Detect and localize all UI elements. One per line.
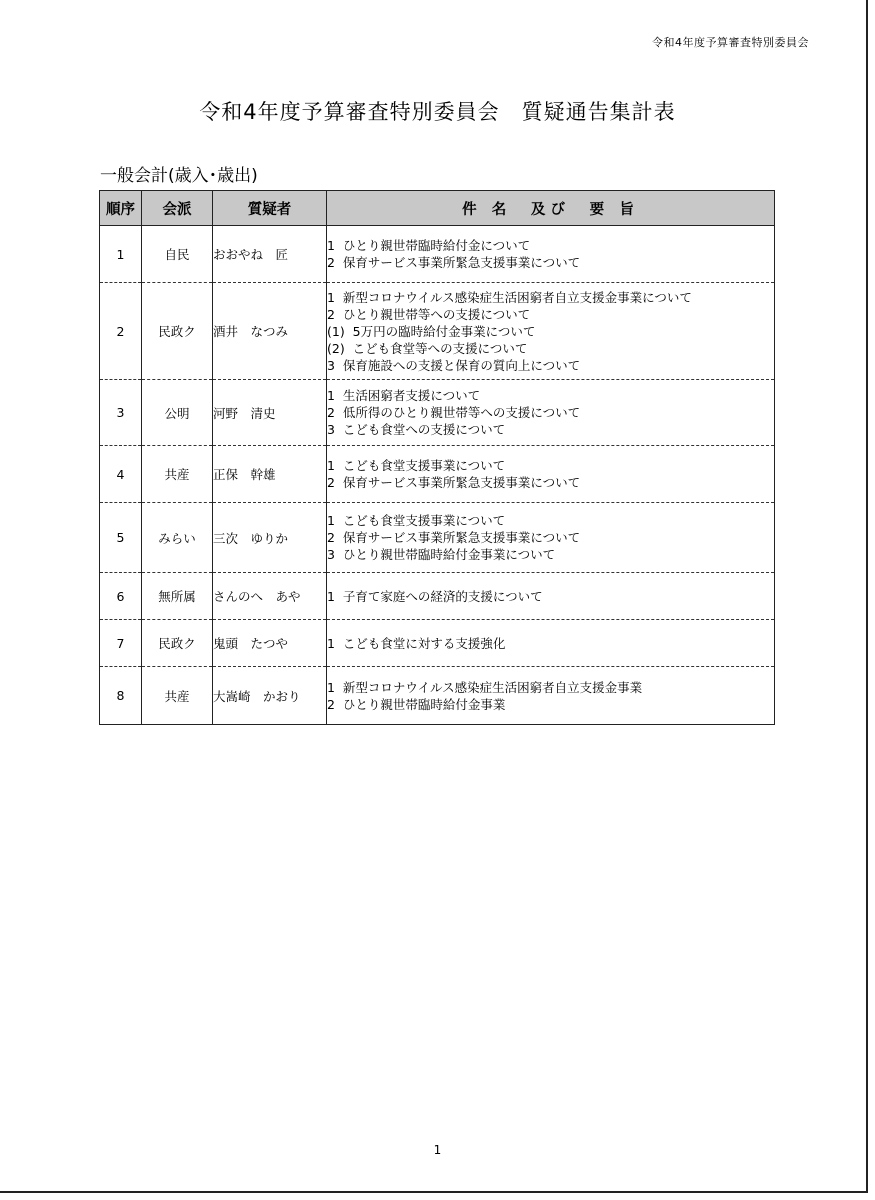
cell-member: 河野 清史 bbox=[213, 380, 327, 446]
topic-item: 1 新型コロナウイルス感染症生活困窮者自立支援金事業 bbox=[327, 679, 643, 695]
cell-topics bbox=[327, 283, 775, 380]
topic-item: 3 保育施設への支援と保育の質向上について bbox=[327, 357, 581, 373]
topic-item: 1 こども食堂支援事業について bbox=[327, 458, 506, 473]
topic-item: 1 こども食堂に対する支援強化 bbox=[327, 635, 506, 651]
cell-faction: 自民 bbox=[142, 226, 213, 283]
cell-member: 正保 幹雄 bbox=[213, 446, 327, 503]
cell-order: 6 bbox=[100, 573, 142, 620]
header-organization: 令和4年度予算審査特別委員会 bbox=[652, 36, 809, 49]
topic-item: 1 こども食堂支援事業について bbox=[327, 513, 506, 528]
topic-item: (2) こども食堂等への支援について bbox=[327, 340, 528, 356]
cell-faction: 民政ク bbox=[142, 620, 213, 667]
table-body bbox=[100, 226, 775, 725]
topic-item: 2 低所得のひとり親世帯等への支援について bbox=[327, 405, 581, 420]
section-title: 一般会計(歳入･歳出) bbox=[100, 166, 258, 186]
topic-item: 2 ひとり親世帯等への支援について bbox=[327, 306, 531, 322]
cell-member: 大嵩崎 かおり bbox=[213, 667, 327, 725]
cell-member: おおやね 匠 bbox=[213, 226, 327, 283]
table-row bbox=[100, 667, 775, 725]
topic-item: 2 保育サービス事業所緊急支援事業について bbox=[327, 475, 581, 490]
table-row bbox=[100, 446, 775, 503]
cell-order: 2 bbox=[100, 283, 142, 380]
cell-order: 5 bbox=[100, 503, 142, 573]
cell-order: 7 bbox=[100, 620, 142, 667]
cell-member: 三次 ゆりか bbox=[213, 503, 327, 573]
header-order: 順序 bbox=[100, 191, 142, 226]
cell-faction: 共産 bbox=[142, 446, 213, 503]
page-number: 1 bbox=[433, 1143, 442, 1157]
header-topics: 件 名 及び 要 旨 bbox=[327, 191, 775, 226]
topic-item: 2 保育サービス事業所緊急支援事業について bbox=[327, 255, 581, 270]
topic-item: 3 ひとり親世帯臨時給付金事業について bbox=[327, 547, 556, 562]
cell-order: 8 bbox=[100, 667, 142, 725]
notice-table bbox=[99, 190, 775, 725]
cell-faction: 共産 bbox=[142, 667, 213, 725]
cell-topics bbox=[327, 226, 775, 283]
topic-item: (1) 5万円の臨時給付金事業について bbox=[327, 323, 536, 339]
cell-topics bbox=[327, 503, 775, 573]
topic-item: 1 新型コロナウイルス感染症生活困窮者自立支援金事業について bbox=[327, 289, 692, 305]
cell-topics bbox=[327, 667, 775, 725]
table-row bbox=[100, 380, 775, 446]
cell-topics bbox=[327, 620, 775, 667]
cell-topics bbox=[327, 380, 775, 446]
cell-order: 3 bbox=[100, 380, 142, 446]
table-row bbox=[100, 620, 775, 667]
table-row bbox=[100, 573, 775, 620]
cell-faction: 公明 bbox=[142, 380, 213, 446]
header-member: 質疑者 bbox=[213, 191, 327, 226]
cell-faction: 民政ク bbox=[142, 283, 213, 380]
cell-order: 1 bbox=[100, 226, 142, 283]
topic-item: 1 ひとり親世帯臨時給付金について bbox=[327, 238, 531, 253]
cell-member: 酒井 なつみ bbox=[213, 283, 327, 380]
cell-member: 鬼頭 たつや bbox=[213, 620, 327, 667]
cell-faction: みらい bbox=[142, 503, 213, 573]
table-row bbox=[100, 283, 775, 380]
topic-item: 1 生活困窮者支援について bbox=[327, 388, 481, 403]
topic-item: 3 こども食堂への支援について bbox=[327, 422, 506, 437]
table-row bbox=[100, 503, 775, 573]
header-faction: 会派 bbox=[142, 191, 213, 226]
cell-faction: 無所属 bbox=[142, 573, 213, 620]
topic-item: 1 子育て家庭への経済的支援について bbox=[327, 588, 543, 604]
topic-item: 2 ひとり親世帯臨時給付金事業 bbox=[327, 696, 506, 712]
cell-topics bbox=[327, 573, 775, 620]
document-title: 令和4年度予算審査特別委員会 質疑通告集計表 bbox=[199, 100, 676, 124]
table-row bbox=[100, 226, 775, 283]
topic-item: 2 保育サービス事業所緊急支援事業について bbox=[327, 530, 581, 545]
cell-topics bbox=[327, 446, 775, 503]
cell-order: 4 bbox=[100, 446, 142, 503]
table-header-row bbox=[100, 191, 775, 226]
cell-member: さんのへ あや bbox=[213, 573, 327, 620]
